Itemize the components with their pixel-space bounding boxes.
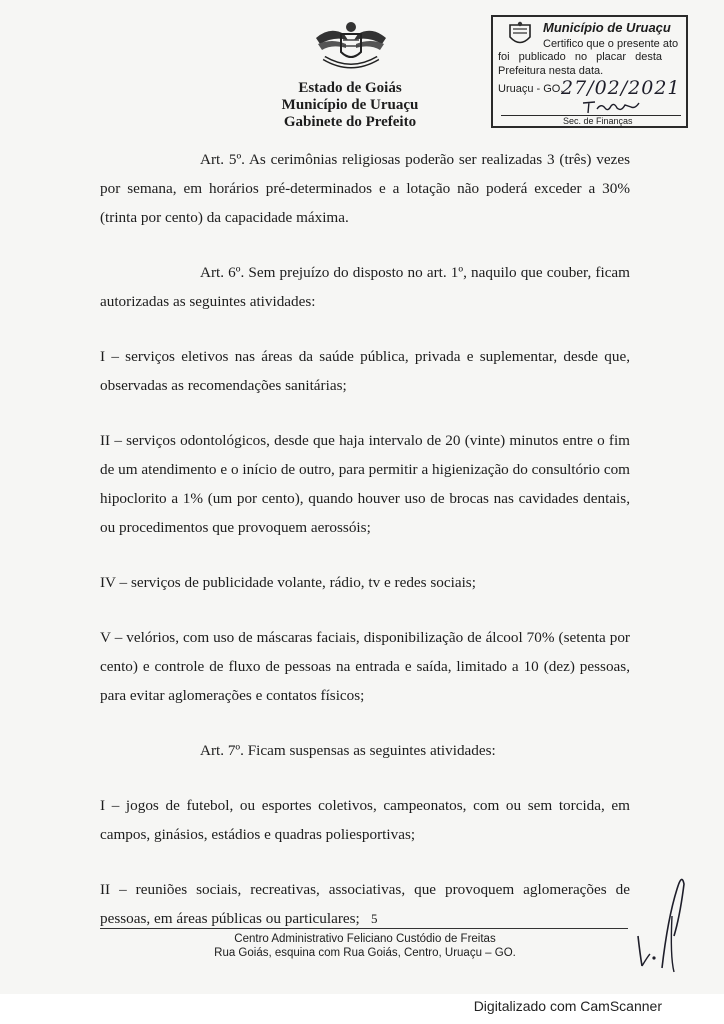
article-6: Art. 6º. Sem prejuízo do disposto no art. 1º, naquilo que couber, ficam autorizadas as seguintes atividades: (100, 264, 630, 310)
letterhead-municipality: Município de Uruaçu (281, 97, 419, 113)
letterhead-state: Estado de Goiás (298, 80, 402, 96)
state-crest-icon (312, 18, 390, 78)
page-number: 5 (371, 911, 378, 926)
footer-divider (100, 928, 628, 929)
stamp-title: Município de Uruaçu (543, 20, 671, 35)
article-6-item-ii: II – serviços odontológicos, desde que haja intervalo de 20 (vinte) minutos entre o fim de um atendimento e o início de outro, para permitir a higienização do consultório com hipoclorito a 1% (um por cento), quando houver uso de brocas nas cavidades dentais, ou procedimentos que provoquem aerossóis; (100, 432, 630, 536)
letterhead (250, 80, 450, 131)
document-body (100, 145, 630, 933)
letterhead-office: Gabinete do Prefeito (283, 114, 417, 130)
article-5: Art. 5º. As cerimônias religiosas poderão ser realizadas 3 (três) vezes por semana, em horários pré-determinados e a lotação não poderá exceder a 30% (trinta por cento) da capacidade máxima. (100, 151, 630, 226)
margin-initials-icon (634, 856, 694, 976)
footer-address-line: Centro Administrativo Feliciano Custódio de Freitas (234, 933, 496, 945)
article-6-item-i: I – serviços eletivos nas áreas da saúde pública, privada e suplementar, desde que, observadas as recomendações sanitárias; (100, 348, 630, 394)
article-7-item-ii: II – reuniões sociais, recreativas, associativas, que provoquem aglomerações de pessoas, em áreas públicas ou particulares; (100, 881, 630, 927)
stamp-handwritten-date: 27/02/2021 (561, 77, 681, 99)
article-7-item-i: I – jogos de futebol, ou esportes coletivos, campeonatos, com ou sem torcida, em campos, ginásios, estádios e quadras poliesportivas; (100, 797, 630, 843)
article-7: Art. 7º. Ficam suspensas as seguintes atividades: (200, 742, 496, 759)
stamp-date-label: Uruaçu - GO, (498, 83, 564, 95)
stamp-text: Certifico que o presente ato (543, 38, 679, 50)
footer-address-line: Rua Goiás, esquina com Rua Goiás, Centro, Uruaçu – GO. (214, 947, 516, 959)
stamp-footer: Sec. de Finanças (563, 116, 633, 126)
stamp-signature-icon (581, 97, 641, 117)
article-6-item-v: V – velórios, com uso de máscaras faciais, disponibilização de álcool 70% (setenta por cento) e controle de fluxo de pessoas na entrada e saída, limitado a 10 (dez) pessoas, para evitar aglomerações e contatos físicos; (100, 629, 630, 704)
stamp-text: Prefeitura nesta data. (498, 65, 604, 77)
page-footer (200, 932, 530, 960)
publication-stamp (491, 15, 688, 128)
scanner-watermark: Digitalizado com CamScanner (473, 998, 662, 1014)
municipal-coat-of-arms-icon (507, 21, 533, 49)
article-6-item-iv: IV – serviços de publicidade volante, rádio, tv e redes sociais; (100, 574, 476, 591)
stamp-text: foi publicado no placar desta (498, 51, 663, 63)
